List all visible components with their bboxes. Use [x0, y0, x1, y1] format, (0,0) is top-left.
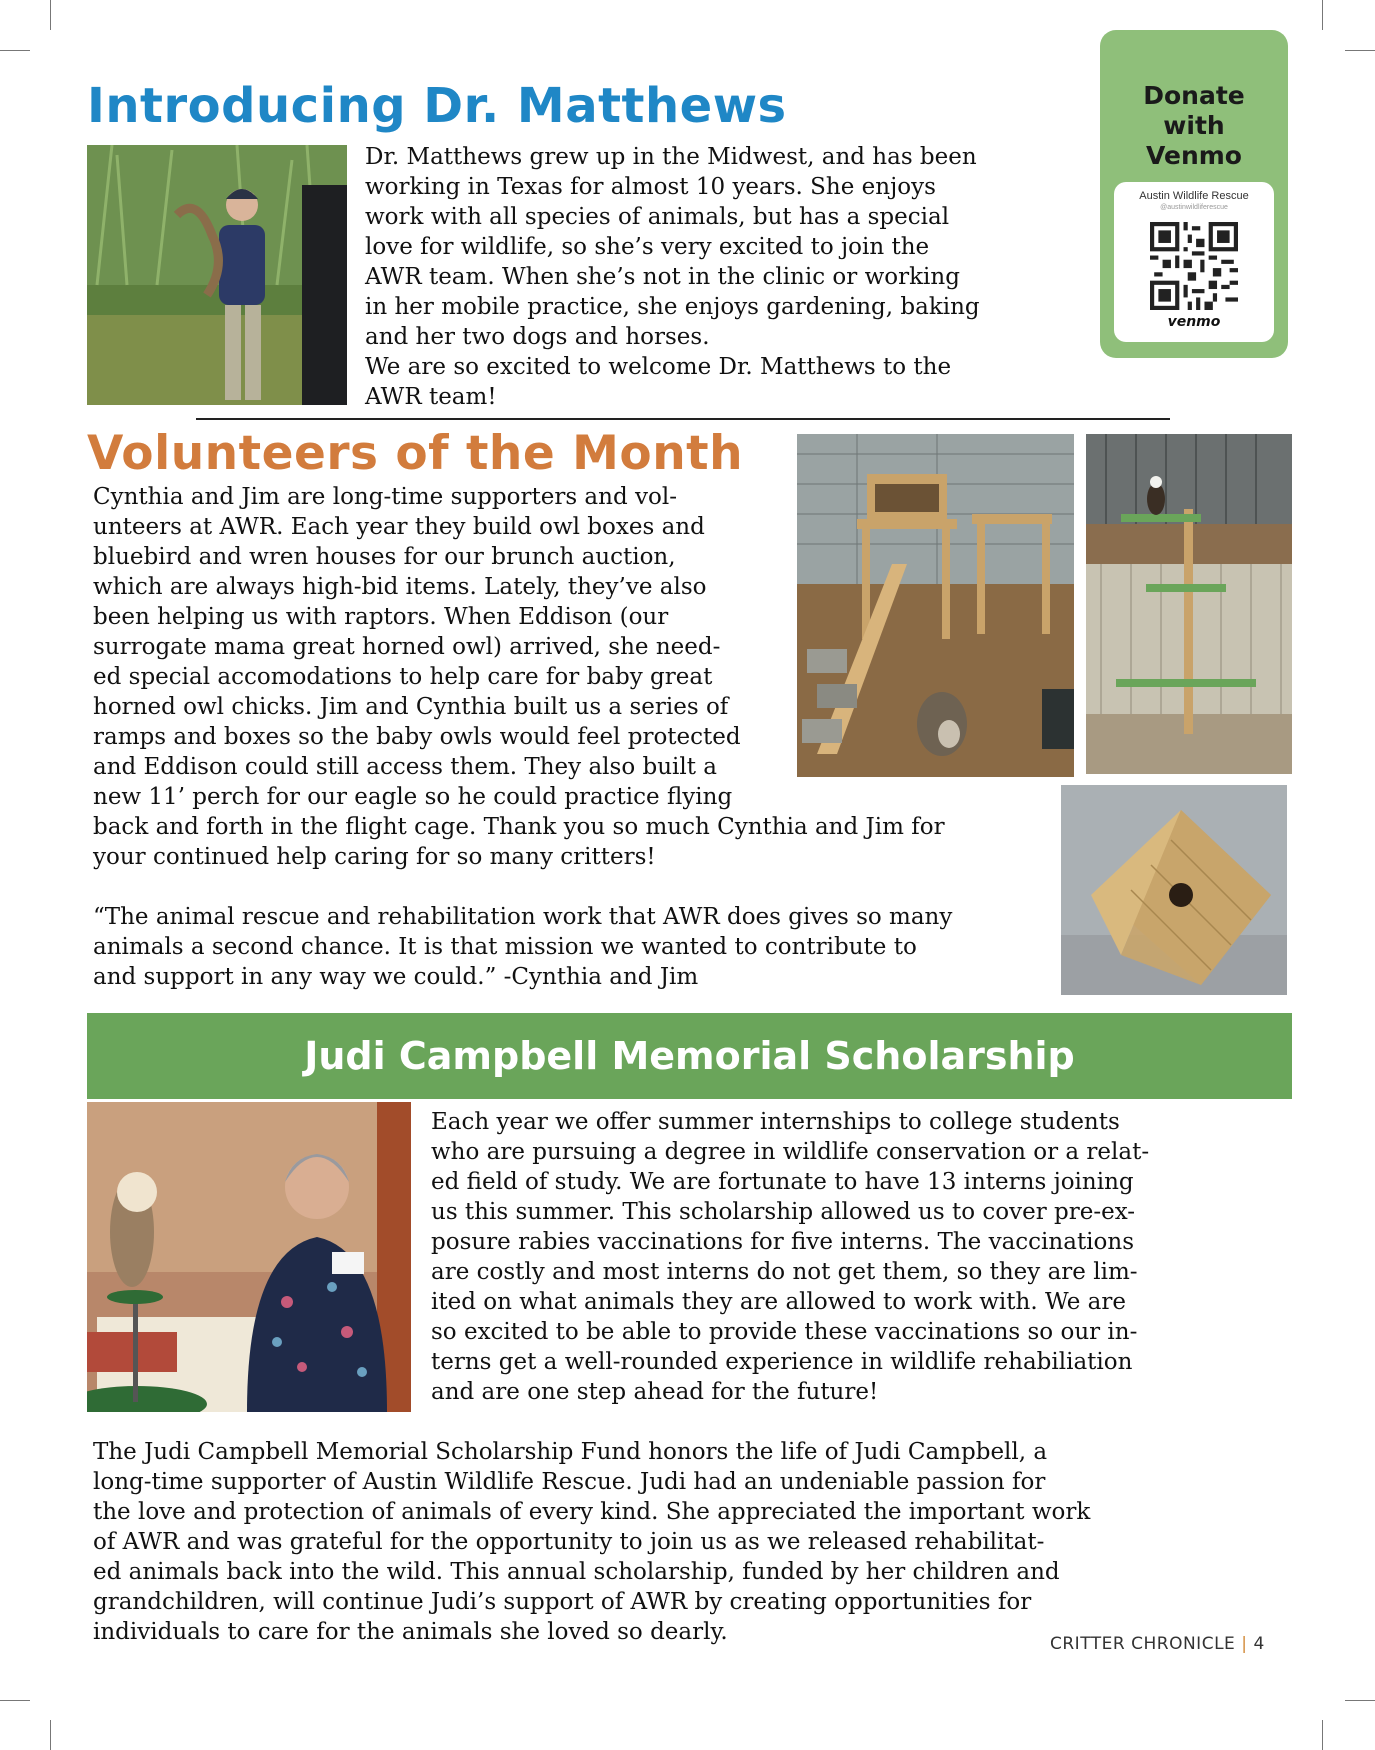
crop-mark [50, 0, 51, 30]
volunteers-line: ramps and boxes so the baby owls would feel protected [93, 724, 741, 750]
scholarship-line: who are pursuing a degree in wildlife conservation or a relat- [431, 1139, 1150, 1165]
owl-enclosure-photo [797, 434, 1074, 777]
intro-body [365, 142, 1100, 412]
quote-line: “The animal rescue and rehabilitation work that AWR does gives so many [93, 904, 953, 930]
crop-mark [1345, 1700, 1375, 1701]
judi-campbell-photo [87, 1102, 411, 1412]
quote-line: animals a second chance. It is that mission we wanted to contribute to [93, 934, 917, 960]
venmo-qr-panel [1114, 182, 1274, 342]
volunteers-line: new 11’ perch for our eagle so he could practice flying [93, 784, 733, 810]
fund-line: long-time supporter of Austin Wildlife Rescue. Judi had an undeniable passion for [93, 1469, 1046, 1495]
intro-line: and her two dogs and horses. [365, 324, 710, 350]
scholarship-fund-body [93, 1437, 1288, 1647]
venmo-handle: @austinwildliferescue [1160, 204, 1228, 211]
volunteers-line: been helping us with raptors. When Eddison (our [93, 604, 669, 630]
volunteers-line: and Eddison could still access them. They also built a [93, 754, 717, 780]
venmo-logo: venmo [1167, 314, 1221, 330]
scholarship-body [431, 1107, 1286, 1407]
fund-line: of AWR and was grateful for the opportunity to join us as we released rehabilitat- [93, 1529, 1045, 1555]
volunteers-line: ed special accomodations to help care for baby great [93, 664, 713, 690]
crop-mark [1322, 0, 1323, 30]
crop-mark [50, 1720, 51, 1750]
birdhouse-photo [1061, 785, 1287, 995]
section-divider [196, 418, 1170, 420]
volunteers-line: your continued help caring for so many critters! [93, 844, 656, 870]
quote-line: and support in any way we could.” -Cynthia and Jim [93, 964, 699, 990]
fund-line: the love and protection of animals of every kind. She appreciated the important work [93, 1499, 1091, 1525]
volunteers-line: bluebird and wren houses for our brunch auction, [93, 544, 676, 570]
venmo-title: Donate with Venmo [1143, 81, 1245, 170]
publication-name: CRITTER CHRONICLE [1050, 1634, 1236, 1654]
intro-line: work with all species of animals, but has a special [365, 204, 950, 230]
scholarship-line: and are one step ahead for the future! [431, 1379, 879, 1405]
crop-mark [1322, 1720, 1323, 1750]
scholarship-line: posure rabies vaccinations for five interns. The vaccinations [431, 1229, 1135, 1255]
page-footer [1050, 1634, 1265, 1654]
qr-code-icon[interactable] [1150, 222, 1238, 310]
venmo-donate-card[interactable] [1100, 30, 1288, 358]
fund-line: ed animals back into the wild. This annual scholarship, funded by her children and [93, 1559, 1060, 1585]
eagle-perch-photo [1086, 434, 1292, 774]
volunteers-line: surrogate mama great horned owl) arrived, she need- [93, 634, 721, 660]
intro-line: love for wildlife, so she’s very excited to join the [365, 234, 930, 260]
volunteers-line: back and forth in the flight cage. Thank you so much Cynthia and Jim for [93, 814, 945, 840]
dr-matthews-photo [87, 145, 347, 405]
intro-line: Dr. Matthews grew up in the Midwest, and has been [365, 144, 977, 170]
crop-mark [0, 1700, 30, 1701]
scholarship-line: Each year we offer summer internships to college students [431, 1109, 1120, 1135]
scholarship-line: us this summer. This scholarship allowed us to cover pre-ex- [431, 1199, 1136, 1225]
scholarship-line: ed field of study. We are fortunate to have 13 interns joining [431, 1169, 1134, 1195]
intro-line: AWR team! [365, 384, 497, 410]
intro-line: We are so excited to welcome Dr. Matthews to the [365, 354, 952, 380]
page-number: 4 [1253, 1634, 1265, 1654]
fund-line: The Judi Campbell Memorial Scholarship Fund honors the life of Judi Campbell, a [93, 1439, 1048, 1465]
venmo-org-name: Austin Wildlife Rescue [1139, 190, 1249, 202]
intro-line: working in Texas for almost 10 years. She enjoys [365, 174, 936, 200]
scholarship-line: so excited to be able to provide these vaccinations so our in- [431, 1319, 1138, 1345]
intro-line: in her mobile practice, she enjoys gardening, baking [365, 294, 980, 320]
volunteers-heading: Volunteers of the Month [87, 426, 744, 481]
volunteers-line: Cynthia and Jim are long-time supporters and vol- [93, 484, 677, 510]
intro-line: AWR team. When she’s not in the clinic or working [365, 264, 960, 290]
volunteers-line: which are always high-bid items. Lately, they’ve also [93, 574, 707, 600]
scholarship-line: ited on what animals they are allowed to work with. We are [431, 1289, 1126, 1315]
scholarship-heading: Judi Campbell Memorial Scholarship [304, 1034, 1075, 1078]
scholarship-line: terns get a well-rounded experience in wildlife rehabiliation [431, 1349, 1133, 1375]
crop-mark [1345, 50, 1375, 51]
crop-mark [0, 50, 30, 51]
scholarship-line: are costly and most interns do not get them, so they are lim- [431, 1259, 1138, 1285]
volunteers-line: unteers at AWR. Each year they build owl boxes and [93, 514, 705, 540]
scholarship-banner [87, 1013, 1292, 1099]
intro-heading: Introducing Dr. Matthews [87, 78, 787, 134]
volunteers-line: horned owl chicks. Jim and Cynthia built us a series of [93, 694, 729, 720]
fund-line: individuals to care for the animals she loved so dearly. [93, 1619, 728, 1645]
footer-separator: | [1241, 1634, 1248, 1654]
fund-line: grandchildren, will continue Judi’s support of AWR by creating opportunities for [93, 1589, 1032, 1615]
